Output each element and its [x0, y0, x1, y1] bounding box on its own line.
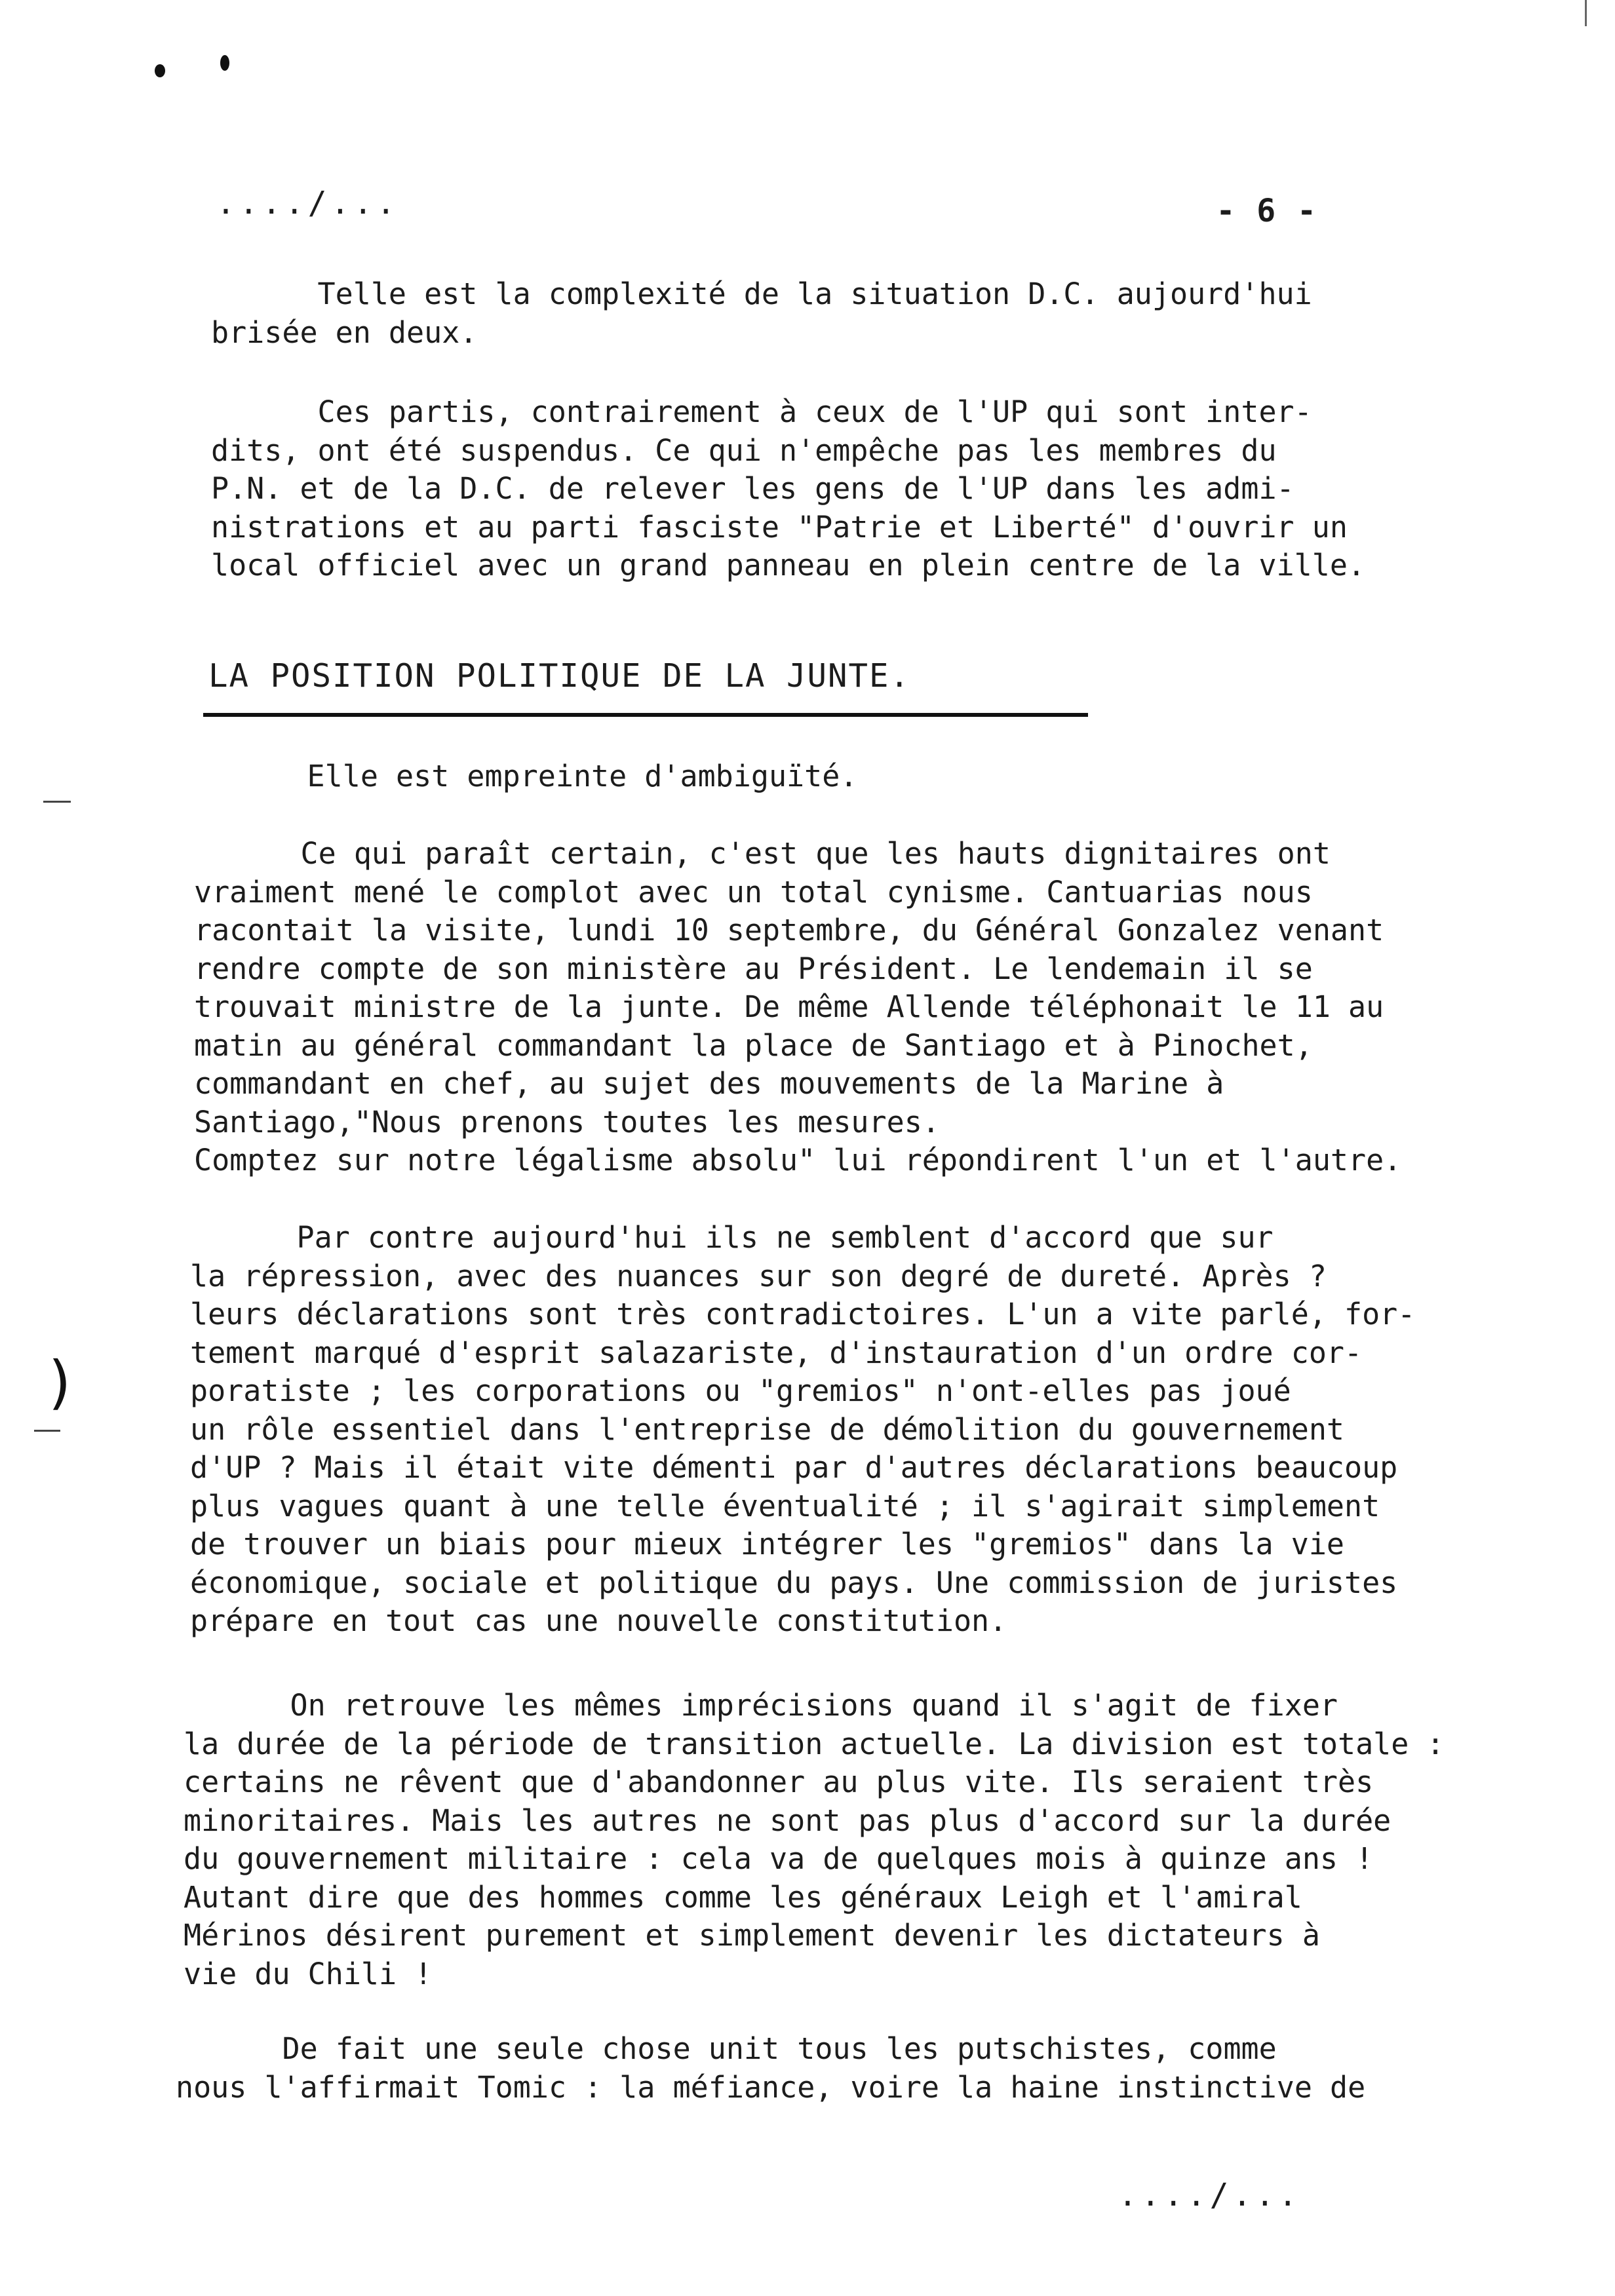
text-line: minoritaires. Mais les autres ne sont pas plus d'accord sur la durée	[184, 1803, 1391, 1838]
text-line: nistrations et au parti fasciste "Patrie et Liberté" d'ouvrir un	[211, 509, 1348, 545]
text-line: On retrouve les mêmes imprécisions quand il s'agit de fixer	[184, 1688, 1338, 1723]
text-line: Elle est empreinte d'ambiguïté.	[201, 759, 858, 794]
text-line: De fait une seule chose unit tous les putschistes, comme	[176, 2031, 1277, 2066]
heading-underline	[203, 713, 1088, 717]
text-line: leurs déclarations sont très contradictoires. L'un a vite parlé, for-	[190, 1297, 1416, 1331]
paragraph	[211, 275, 1312, 352]
text-line: prépare en tout cas une nouvelle constitution.	[190, 1603, 1007, 1638]
text-line: plus vagues quant à une telle éventualité ; il s'agirait simplement	[190, 1488, 1380, 1523]
text-line: tement marqué d'esprit salazariste, d'instauration d'un ordre cor-	[190, 1335, 1363, 1370]
text-line: poratiste ; les corporations ou "gremios" n'ont-elles pas joué	[190, 1373, 1291, 1408]
margin-bracket-mark: )	[43, 1349, 78, 1416]
text-line: Par contre aujourd'hui ils ne semblent d'accord que sur	[190, 1220, 1274, 1255]
text-line: économique, sociale et politique du pays. Une commission de juristes	[190, 1565, 1398, 1600]
page-number: - 6 -	[1216, 193, 1317, 229]
text-line: P.N. et de la D.C. de relever les gens de l'UP dans les admi-	[211, 471, 1294, 506]
paragraph	[190, 1219, 1415, 1641]
text-line: Mérinos désirent purement et simplement devenir les dictateurs à	[184, 1918, 1320, 1953]
continuation-marker-bottom: ..../...	[1118, 2177, 1302, 2213]
text-line: un rôle essentiel dans l'entreprise de démolition du gouvernement	[190, 1411, 1344, 1447]
paragraph	[194, 835, 1401, 1180]
text-line: rendre compte de son ministère au Président. Le lendemain il se	[194, 951, 1313, 986]
text-line: racontait la visite, lundi 10 septembre, du Général Gonzalez venant	[194, 913, 1384, 947]
page-header	[216, 185, 1317, 237]
text-line: d'UP ? Mais il était vite démenti par d'autres déclarations beaucoup	[190, 1450, 1398, 1485]
edge-mark	[1585, 0, 1587, 26]
text-line: Ce qui paraît certain, c'est que les hauts dignitaires ont	[194, 836, 1331, 871]
scan-mark	[220, 55, 229, 71]
text-line: Telle est la complexité de la situation D.C. aujourd'hui	[211, 277, 1312, 311]
margin-mark	[43, 801, 71, 803]
text-line: dits, ont été suspendus. Ce qui n'empêche pas les membres du	[211, 432, 1277, 468]
text-line: vie du Chili !	[184, 1956, 433, 1991]
text-line: commandant en chef, au sujet des mouvements de la Marine à	[194, 1066, 1224, 1101]
paragraph	[176, 2030, 1365, 2107]
text-line: vraiment mené le complot avec un total cynisme. Cantuarias nous	[194, 874, 1313, 909]
text-line: Santiago,"Nous prenons toutes les mesures.	[194, 1104, 940, 1139]
text-line: de trouver un biais pour mieux intégrer les "gremios" dans la vie	[190, 1527, 1344, 1561]
paragraph	[201, 757, 857, 796]
text-line: la durée de la période de transition actuelle. La division est totale :	[184, 1726, 1445, 1761]
text-line: la répression, avec des nuances sur son degré de dureté. Après ?	[190, 1258, 1327, 1293]
paragraph	[211, 393, 1365, 585]
text-line: trouvait ministre de la junte. De même Allende téléphonait le 11 au	[194, 989, 1384, 1024]
text-line: brisée en deux.	[211, 315, 478, 350]
text-line: du gouvernement militaire : cela va de quelques mois à quinze ans !	[184, 1841, 1374, 1876]
margin-mark	[34, 1430, 60, 1432]
text-line: Comptez sur notre légalisme absolu" lui répondirent l'un et l'autre.	[194, 1143, 1402, 1177]
text-line: Autant dire que des hommes comme les généraux Leigh et l'amiral	[184, 1879, 1302, 1915]
text-line: local officiel avec un grand panneau en plein centre de la ville.	[211, 548, 1365, 583]
text-line: matin au général commandant la place de Santiago et à Pinochet,	[194, 1027, 1313, 1063]
text-line: certains ne rêvent que d'abandonner au plus vite. Ils seraient très	[184, 1765, 1374, 1799]
paragraph	[184, 1687, 1445, 1993]
text-line: Ces partis, contrairement à ceux de l'UP qui sont inter-	[211, 394, 1312, 429]
text-line: nous l'affirmait Tomic : la méfiance, voire la haine instinctive de	[176, 2069, 1366, 2105]
continuation-marker-top: ..../...	[216, 185, 400, 221]
scan-mark	[155, 64, 165, 77]
section-heading: LA POSITION POLITIQUE DE LA JUNTE.	[208, 657, 911, 695]
